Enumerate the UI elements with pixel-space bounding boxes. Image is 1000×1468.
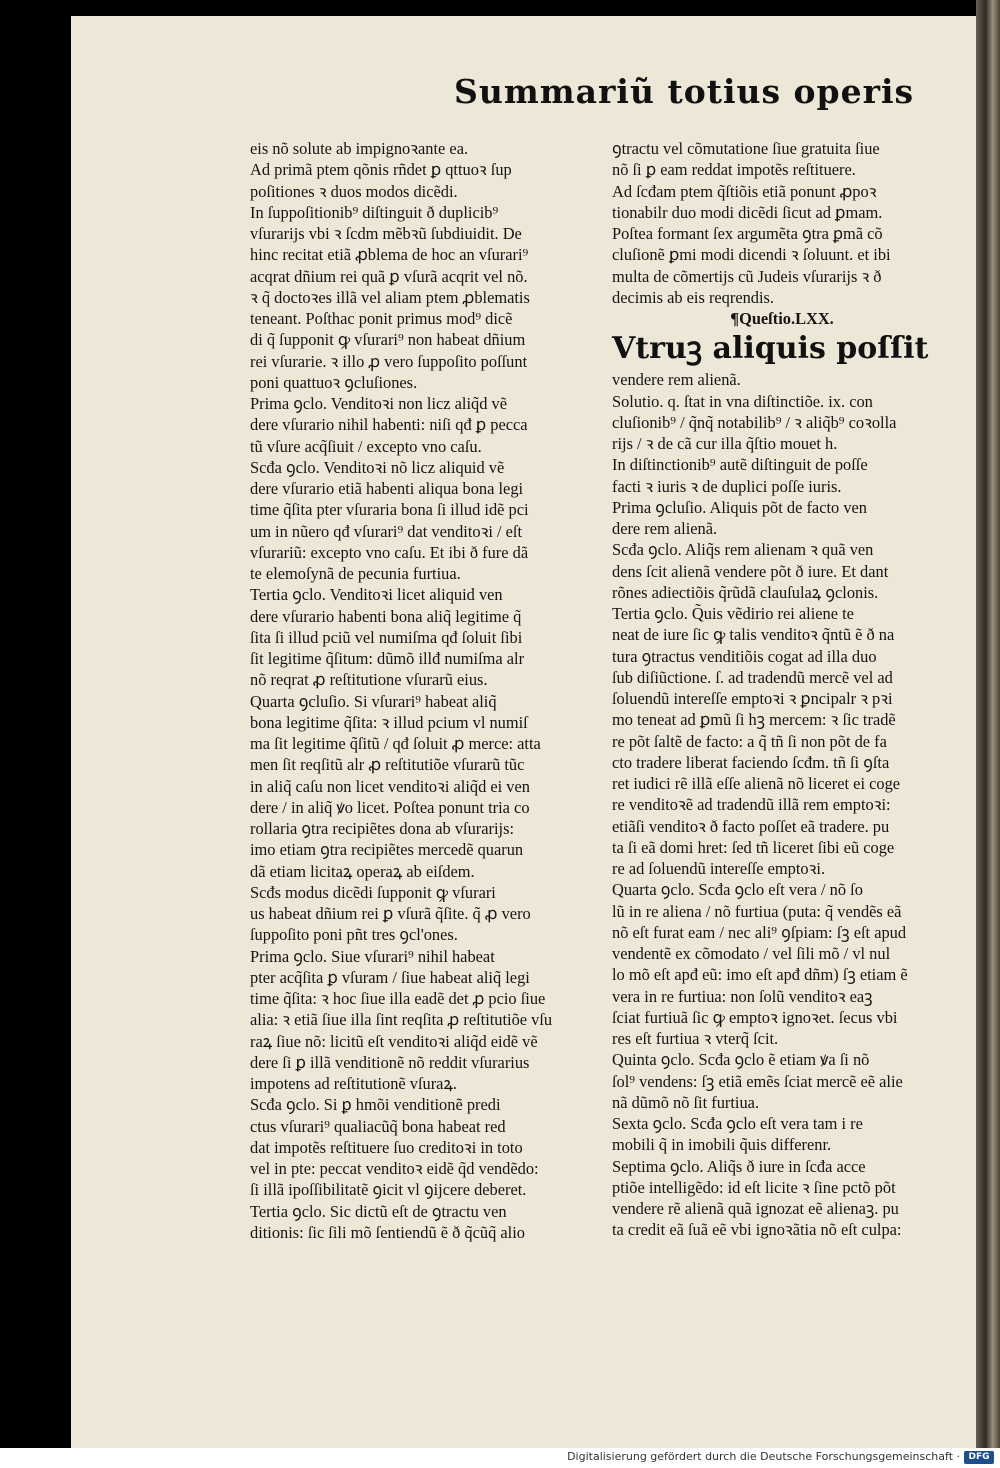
text-line: vendere rem alienã. bbox=[612, 370, 741, 390]
text-line: re ad ſoluendũ intereſſe emptoꝛi. bbox=[612, 859, 826, 878]
text-line: poni quattuoꝛ ꝯcluſiones. bbox=[250, 372, 418, 392]
text-line: tura ꝯtractus venditiõis cogat ad illa duo bbox=[612, 646, 877, 666]
text-line: ta credit eã ſuã eẽ vbi ignoꝛãtia nõ eſt culpa: bbox=[612, 1220, 902, 1240]
text-line: Septima ꝯclo. Aliq̃s ð iure in ſcđa acce bbox=[612, 1156, 866, 1176]
text-line: etiãſi venditoꝛ ð facto poſſet eã tradere. pu bbox=[612, 816, 890, 836]
text-line: ꝯtractu vel cõmutatione ſiue gratuita ſiue bbox=[612, 139, 880, 158]
text-line: Sexta ꝯclo. Scđa ꝯclo eſt vera tam i re bbox=[612, 1114, 863, 1133]
left-column bbox=[250, 138, 590, 1243]
text-line: teneant. Poſthac ponit primus mod⁹ dicẽ bbox=[250, 309, 513, 328]
text-line: Tertia ꝯclo. Sic dictũ eſt de ꝯtractu ven bbox=[250, 1201, 507, 1221]
text-line: cluſionib⁹ / q̃nq̃ notabilib⁹ / ꝛ aliq̃b⁹ coꝛolla bbox=[612, 412, 897, 432]
text-line: dat impotẽs reſtituere ſuo creditoꝛi in toto bbox=[250, 1137, 523, 1157]
text-line: ret iudici rẽ illã eſſe alienã nõ liceret ei coge bbox=[612, 774, 901, 793]
quaestio-label: ¶Queſtio.LXX. bbox=[730, 309, 834, 328]
text-line: Scđa ꝯclo. Aliq̃s rem alienam ꝛ quã ven bbox=[612, 540, 874, 560]
text-line: rijs / ꝛ de cã cur illa q̃ſtio mouet h. bbox=[612, 434, 838, 453]
footer-bar bbox=[0, 1448, 1000, 1468]
text-line: mo teneat ad ꝑmũ ſi hꝫ mercem: ꝛ ſic tradẽ bbox=[612, 710, 896, 730]
text-line: res eſt furtiua ꝛ vterq̃ ſcit. bbox=[612, 1029, 779, 1048]
text-line: facti ꝛ iuris ꝛ de duplici poſſe iuris. bbox=[612, 476, 842, 496]
text-line: dere rem alienã. bbox=[612, 519, 718, 538]
text-line: dere vſurario etiã habenti aliqua bona legi bbox=[250, 479, 524, 498]
text-line: ſub diſiũctione. ſ. ad tradendũ mercẽ vel ad bbox=[612, 667, 893, 687]
text-line: ptiõe intelligẽdo: id eſt licite ꝛ ſine pctõ põt bbox=[612, 1177, 896, 1197]
text-line: bona legitime q̃ſita: ꝛ illud pcium vl numiſ bbox=[250, 712, 528, 732]
text-line: re venditoꝛẽ ad tradendũ illã rem emptoꝛi: bbox=[612, 795, 891, 815]
text-line: Ad ſcđam ptem q̃ſtiõis etiã ponunt ꝓpoꝛ bbox=[612, 181, 877, 201]
text-line: rei vſurarie. ꝛ illo ꝓ vero ſuppoſito poſſunt bbox=[250, 351, 528, 371]
text-line: ſol⁹ vendens: ſꝫ etiã emẽs ſciat mercẽ eẽ alie bbox=[612, 1071, 903, 1091]
quaestio-title: Vtruꝫ aliquis poſſit bbox=[612, 331, 929, 367]
text-line: te elemoſynã de pecunia furtiua. bbox=[250, 564, 461, 583]
text-line: Poſtea formant ſex argumẽta ꝯtra ꝑmã cõ bbox=[612, 224, 883, 243]
text-line: vendentẽ ex cõmodato / vel ſili mõ / vl nul bbox=[612, 944, 891, 963]
text-line: dã etiam licitaꝝ operaꝝ ab eiſdem. bbox=[250, 861, 475, 881]
text-line: in aliq̃ caſu non licet venditoꝛi aliq̃d ei ven bbox=[250, 776, 530, 796]
text-line: lũ in re aliena / nõ furtiua (puta: q̃ vendẽs eã bbox=[612, 901, 902, 921]
text-line: Quinta ꝯclo. Scđa ꝯclo ẽ etiam ꝟa ſi nõ bbox=[612, 1050, 870, 1070]
text-line: dere vſurario habenti bona aliq̃ legitime q̃ bbox=[250, 606, 522, 626]
text-line: ſuppoſito poni pñt tres ꝯcl'ones. bbox=[250, 925, 458, 945]
text-line: Tertia ꝯclo. Venditoꝛi licet aliquid ven bbox=[250, 585, 503, 605]
text-line: men ſit reqſitũ alr ꝓ reſtitutiõe vſurarũ tũc bbox=[250, 755, 525, 775]
text-line: alia: ꝛ etiã ſiue illa ſint reqſita ꝓ reſtitutiõe vſu bbox=[250, 1010, 553, 1030]
text-line: ta ſi eã domi hret: ſed tñ liceret ſibi eũ coge bbox=[612, 837, 895, 857]
text-line: re põt ſaltẽ de facto: a q̃ tñ ſi non põt de fa bbox=[612, 731, 887, 751]
text-line: Solutio. q. ſtat in vna diſtinctiõe. ix. con bbox=[612, 391, 873, 411]
text-line: nã dũmõ nõ ſit furtiua. bbox=[612, 1092, 760, 1112]
text-line: Quarta ꝯclo. Scđa ꝯclo eſt vera / nõ ſo bbox=[612, 880, 863, 900]
text-line: time q̃ſita pter vſuraria bona ſi illud idẽ pci bbox=[250, 500, 529, 520]
running-head: Summariũ totius operis bbox=[454, 72, 915, 111]
text-line: rõnes adiectiõis q̃rũdã clauſulaꝝ ꝯclonis. bbox=[612, 582, 879, 602]
text-line: vendere rẽ alienã quã ignozat eẽ alienaꝫ. pu bbox=[612, 1199, 899, 1218]
text-line: tionabilr duo modi dicẽdi ſicut ad ꝑmam. bbox=[612, 202, 883, 222]
text-line: Prima ꝯclo. Siue vſurari⁹ nihil habeat bbox=[250, 946, 495, 966]
text-line: cluſionẽ ꝑmi modi dicendi ꝛ ſoluunt. et ibi bbox=[612, 245, 891, 265]
text-line: dere / in aliq̃ ꝟo licet. Poſtea ponunt tria co bbox=[250, 797, 530, 817]
text-line: ctus vſurari⁹ qualiacũq̃ bona habeat red bbox=[250, 1116, 506, 1136]
text-line: nõ ſi ꝑ eam reddat impotẽs reſtituere. bbox=[612, 160, 856, 180]
page-binding-edge bbox=[976, 0, 1000, 1448]
text-line: In ſuppoſitionib⁹ diſtinguit ð duplicib⁹ bbox=[250, 202, 499, 222]
text-line: lo mõ eſt apđ eũ: imo eſt apđ dñm) ſꝫ etiam ẽ bbox=[612, 965, 908, 985]
text-line: eis nõ solute ab impignoꝛante ea. bbox=[250, 139, 469, 158]
text-line: ſciat furtiuã ſic ꝙ emptoꝛ ignoꝛet. ſecus vbi bbox=[612, 1007, 898, 1027]
text-line: vſurarijs vbi ꝛ ſcdm mẽbꝛũ ſubdiuidit. De bbox=[250, 224, 522, 243]
text-line: hinc recitat etiã ꝓblema de hoc an vſurari⁹ bbox=[250, 245, 529, 265]
text-line: Quarta ꝯcluſio. Si vſurari⁹ habeat aliq̃ bbox=[250, 691, 497, 711]
text-line: impotens ad reſtitutionẽ vſuraꝝ. bbox=[250, 1074, 458, 1093]
text-line: dens ſcit alienã vendere põt ð iure. Et dant bbox=[612, 561, 889, 581]
text-line: nõ eſt furat eam / nec ali⁹ ꝯſpiam: ſꝫ eſt apud bbox=[612, 922, 907, 942]
text-line: rollaria ꝯtra recipiẽtes dona ab vſurarijs: bbox=[250, 819, 515, 838]
text-line: imo etiam ꝯtra recipiẽtes mercedẽ quarun bbox=[250, 840, 524, 860]
text-line: Prima ꝯcluſio. Aliquis põt de facto ven bbox=[612, 497, 867, 517]
text-line: vel in pte: peccat venditoꝛ eidẽ q̃d vendẽdo: bbox=[250, 1159, 539, 1178]
text-line: Tertia ꝯclo. Q̃uis vẽdirio rei aliene te bbox=[612, 604, 854, 623]
right-column-bottom bbox=[612, 369, 952, 1240]
text-line: neat de iure ſic ꝙ talis venditoꝛ q̃ntũ ẽ ð na bbox=[612, 625, 895, 645]
text-line: tũ vſure acq̃ſiuit / excepto vno caſu. bbox=[250, 436, 482, 456]
dfg-logo: DFG bbox=[964, 1451, 994, 1464]
text-line: raꝝ ſiue nõ: licitũ eſt venditoꝛi aliq̃d eidẽ vẽ bbox=[250, 1031, 538, 1051]
text-line: mobili q̃ in imobili q̃uis differenr. bbox=[612, 1135, 832, 1155]
text-line: dere ſi ꝑ illã venditionẽ nõ reddit vſurarius bbox=[250, 1052, 530, 1072]
text-line: vera in re furtiua: non ſolũ venditoꝛ eaꝫ bbox=[612, 986, 873, 1006]
text-line: Scđs modus dicẽdi ſupponit ꝙ vſurari bbox=[250, 882, 496, 902]
footer-credit: Digitalisierung gefördert durch die Deutsche Forschungsgemeinschaft · bbox=[567, 1450, 960, 1463]
text-line: nõ reqrat ꝓ reſtitutione vſurarũ eius. bbox=[250, 670, 488, 690]
right-column bbox=[612, 138, 952, 1241]
right-column-top bbox=[612, 138, 952, 308]
text-line: In diſtinctionib⁹ autẽ diſtinguit de poſſe bbox=[612, 455, 868, 475]
text-line: ma ſit legitime q̃ſitũ / qđ ſoluit ꝓ merce: atta bbox=[250, 734, 541, 753]
text-line: di q̃ ſupponit ꝙ vſurari⁹ non habeat dñium bbox=[250, 330, 526, 350]
text-line: ſita ſi illud pciũ vel numiſma qđ ſoluit ſibi bbox=[250, 627, 523, 647]
text-line: Ad primã ptem qõnis rñdet ꝑ qttuoꝛ ſup bbox=[250, 160, 512, 180]
text-line: acqrat dñium rei quã ꝑ vſurã acqrit vel nõ. bbox=[250, 266, 528, 286]
text-line: vſurariũ: excepto vno caſu. Et ibi ð fure dã bbox=[250, 542, 529, 562]
text-line: ſoluendũ intereſſe emptoꝛi ꝛ ꝑncipalr ꝛ pꝛi bbox=[612, 689, 893, 708]
text-line: Prima ꝯclo. Venditoꝛi non licz aliq̃d vẽ bbox=[250, 394, 507, 413]
text-line: decimis ab eis reqrendis. bbox=[612, 287, 775, 307]
text-line: ditionis: ſic ſili mõ ſentiendũ ẽ ð q̃cũq̃ alio bbox=[250, 1222, 525, 1242]
text-line: poſitiones ꝛ duos modos dicẽdi. bbox=[250, 181, 458, 201]
text-line: ſi illã ipoſſibilitatẽ ꝯicit vl ꝯijcere deberet. bbox=[250, 1180, 527, 1200]
text-line: Scđa ꝯclo. Venditoꝛi nõ licz aliquid vẽ bbox=[250, 457, 505, 477]
text-line: pter acq̃ſita ꝑ vſuram / ſiue habeat aliq̃ legi bbox=[250, 967, 530, 987]
text-line: ſit legitime q̃ſitum: dũmõ illđ numiſma alr bbox=[250, 649, 525, 668]
text-line: cto tradere liberat faciendo ſcđm. tñ ſi ꝯſta bbox=[612, 752, 890, 772]
text-line: dere vſurario nihil habenti: niſi qđ ꝑ pecca bbox=[250, 415, 528, 435]
text-line: Scđa ꝯclo. Si ꝑ hmõi venditionẽ predi bbox=[250, 1095, 501, 1115]
text-line: ꝛ q̃ doctoꝛes illã vel aliam ptem ꝓblematis bbox=[250, 287, 530, 307]
text-line: multa de cõmertijs cũ Judeis vſurarijs ꝛ ð bbox=[612, 266, 882, 286]
text-line: um in nũero qđ vſurari⁹ dat venditoꝛi / eſt bbox=[250, 521, 523, 541]
text-line: us habeat dñium rei ꝑ vſurã q̃ſite. q̃ ꝓ vero bbox=[250, 904, 531, 923]
text-line: time q̃ſita: ꝛ hoc ſiue illa eadẽ det ꝓ pcio ſiue bbox=[250, 989, 546, 1008]
